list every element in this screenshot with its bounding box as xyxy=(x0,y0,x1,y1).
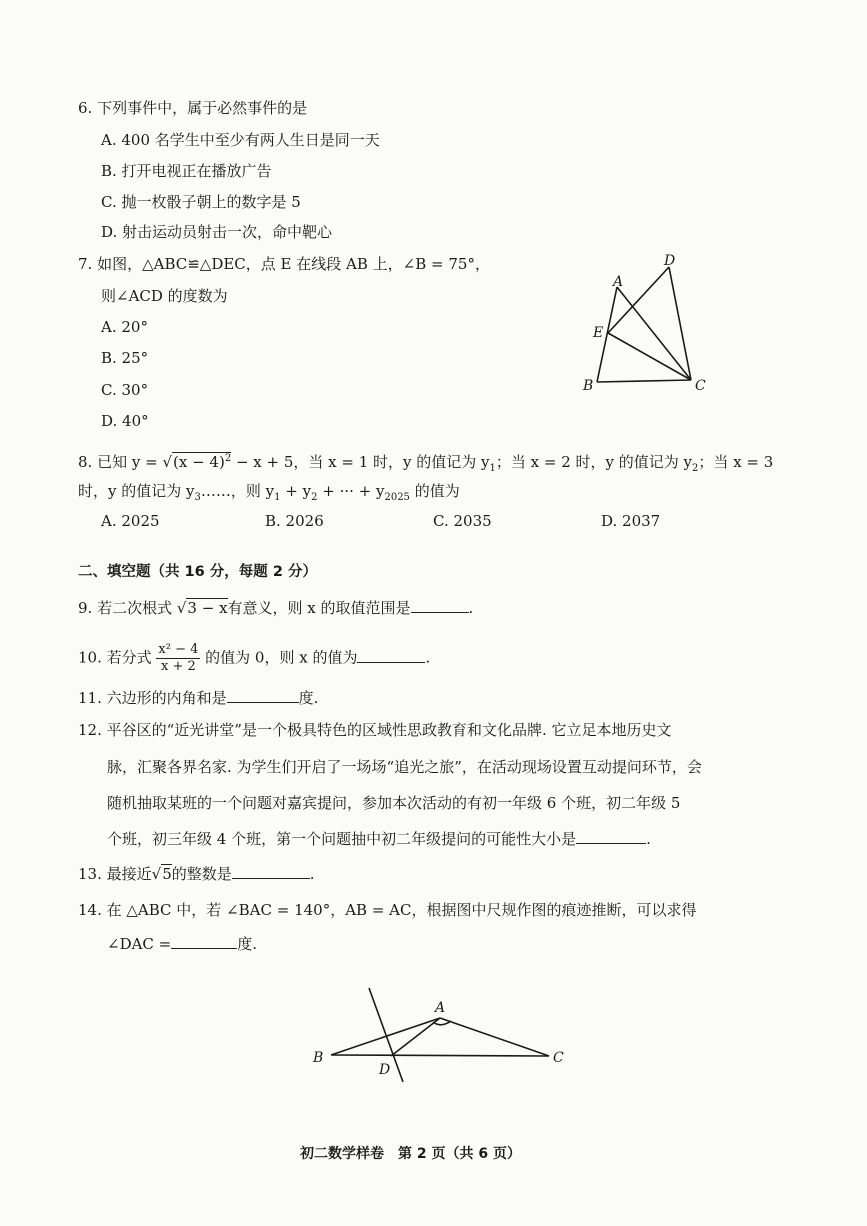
q11-answer-blank xyxy=(227,688,299,703)
q8-option-c: C. 2035 xyxy=(433,512,492,530)
q7-triangle-figure xyxy=(575,250,725,400)
q10-fraction: $\frac{\text{x² − 4}}{x + 2}$ xyxy=(158,642,199,674)
q8-option-a: A. 2025 xyxy=(101,512,160,530)
q12-answer-blank xyxy=(576,829,646,844)
q7-segment-ac xyxy=(617,287,691,380)
q12-line-2: 脉，汇聚各界名家. 为学生们开启了一场场“追光之旅”，在活动现场设置互动提问环节，会 xyxy=(107,758,702,776)
q6-option-c: C. 抛一枚骰子朝上的数字是 5 xyxy=(101,193,301,211)
q7-label-a: A xyxy=(613,274,624,290)
q6-option-d: D. 射击运动员射击一次，命中靶心 xyxy=(101,223,333,241)
q14-triangle-figure xyxy=(305,982,585,1092)
q7-label-e: E xyxy=(593,325,604,341)
q8-stem-2: 时，y 的值记为 $y_3\dots\dots$，则 $y_1 + y_2$ + ··· + $y_{2025}$ 的值为 xyxy=(78,482,460,503)
q10-answer-blank xyxy=(357,648,425,663)
q8-option-b: B. 2026 xyxy=(265,512,324,530)
q14-label-b: B xyxy=(313,1050,324,1066)
q14-label-d: D xyxy=(379,1062,391,1078)
q10-stem: 10. 若分式 $\frac{\text{x² − 4}}{x + 2}$ 的值为 0，则 x 的值为 . xyxy=(78,642,431,674)
q9-answer-blank xyxy=(411,598,469,613)
q12-line-1: 12. 平谷区的“近光讲堂”是一个极具特色的区域性思政教育和文化品牌. 它立足本地历史文 xyxy=(78,721,672,739)
q8-stem: 8. 已知 $y = √(x - 4)^2 - x + 5$，当 x = 1 时，y 的值记为 $y_1$；当 x = 2 时，y 的值记为 $y_2$；当 x = 3 xyxy=(78,453,774,474)
q7-segment-bc xyxy=(597,380,691,382)
q7-option-a: A. 20° xyxy=(101,318,148,336)
q6-option-b: B. 打开电视正在播放广告 xyxy=(101,162,272,180)
q7-label-b: B xyxy=(583,378,594,394)
q6-option-a: A. 400 名学生中至少有两人生日是同一天 xyxy=(101,131,380,149)
q7-segment-dc xyxy=(669,267,691,380)
q13-answer-blank xyxy=(232,864,310,879)
q14-segment-ba xyxy=(331,1018,440,1055)
q11-stem: 11. 六边形的内角和是 度. xyxy=(78,689,319,707)
q7-label-d: D xyxy=(664,253,676,269)
q7-option-d: D. 40° xyxy=(101,412,149,430)
q14-label-c: C xyxy=(553,1050,564,1066)
section-title-fill-in: 二、填空题（共 16 分，每题 2 分） xyxy=(78,564,317,580)
q7-stem: 7. 如图，△ABC≌△DEC，点 E 在线段 AB 上，∠B = 75°， xyxy=(78,255,490,273)
q14-label-a: A xyxy=(435,1000,446,1016)
q14-answer-blank xyxy=(171,934,237,949)
q7-option-b: B. 25° xyxy=(101,349,149,367)
q7-segment-ec xyxy=(608,333,691,380)
q9-stem: 9. 若二次根式 √3 − x有意义，则 x 的取值范围是 . xyxy=(78,599,474,617)
q14-line-1: 14. 在 △ABC 中，若 ∠BAC = 140°，AB = AC，根据图中尺规作图的痕迹推断，可以求得 xyxy=(78,901,697,919)
q14-segment-ac xyxy=(440,1018,549,1056)
q14-segment-bc xyxy=(331,1055,549,1056)
q12-line-3: 随机抽取某班的一个问题对嘉宾提问，参加本次活动的有初一年级 6 个班，初二年级 5 xyxy=(107,794,681,812)
q14-segment-ad xyxy=(391,1018,440,1056)
q8-option-d: D. 2037 xyxy=(601,512,661,530)
q7-option-c: C. 30° xyxy=(101,381,149,399)
q7-label-c: C xyxy=(695,378,706,394)
q12-line-4: 个班，初三年级 4 个班，第一个问题抽中初二年级提问的可能性大小是 . xyxy=(107,830,651,848)
q14-line-2: ∠DAC = 度. xyxy=(107,935,258,953)
q13-stem: 13. 最接近√5的整数是 . xyxy=(78,865,315,883)
q7-stem-2: 则∠ACD 的度数为 xyxy=(101,287,228,305)
q6-stem: 6. 下列事件中，属于必然事件的是 xyxy=(78,99,308,117)
page-footer: 初二数学样卷 第 2 页（共 6 页） xyxy=(300,1146,521,1162)
